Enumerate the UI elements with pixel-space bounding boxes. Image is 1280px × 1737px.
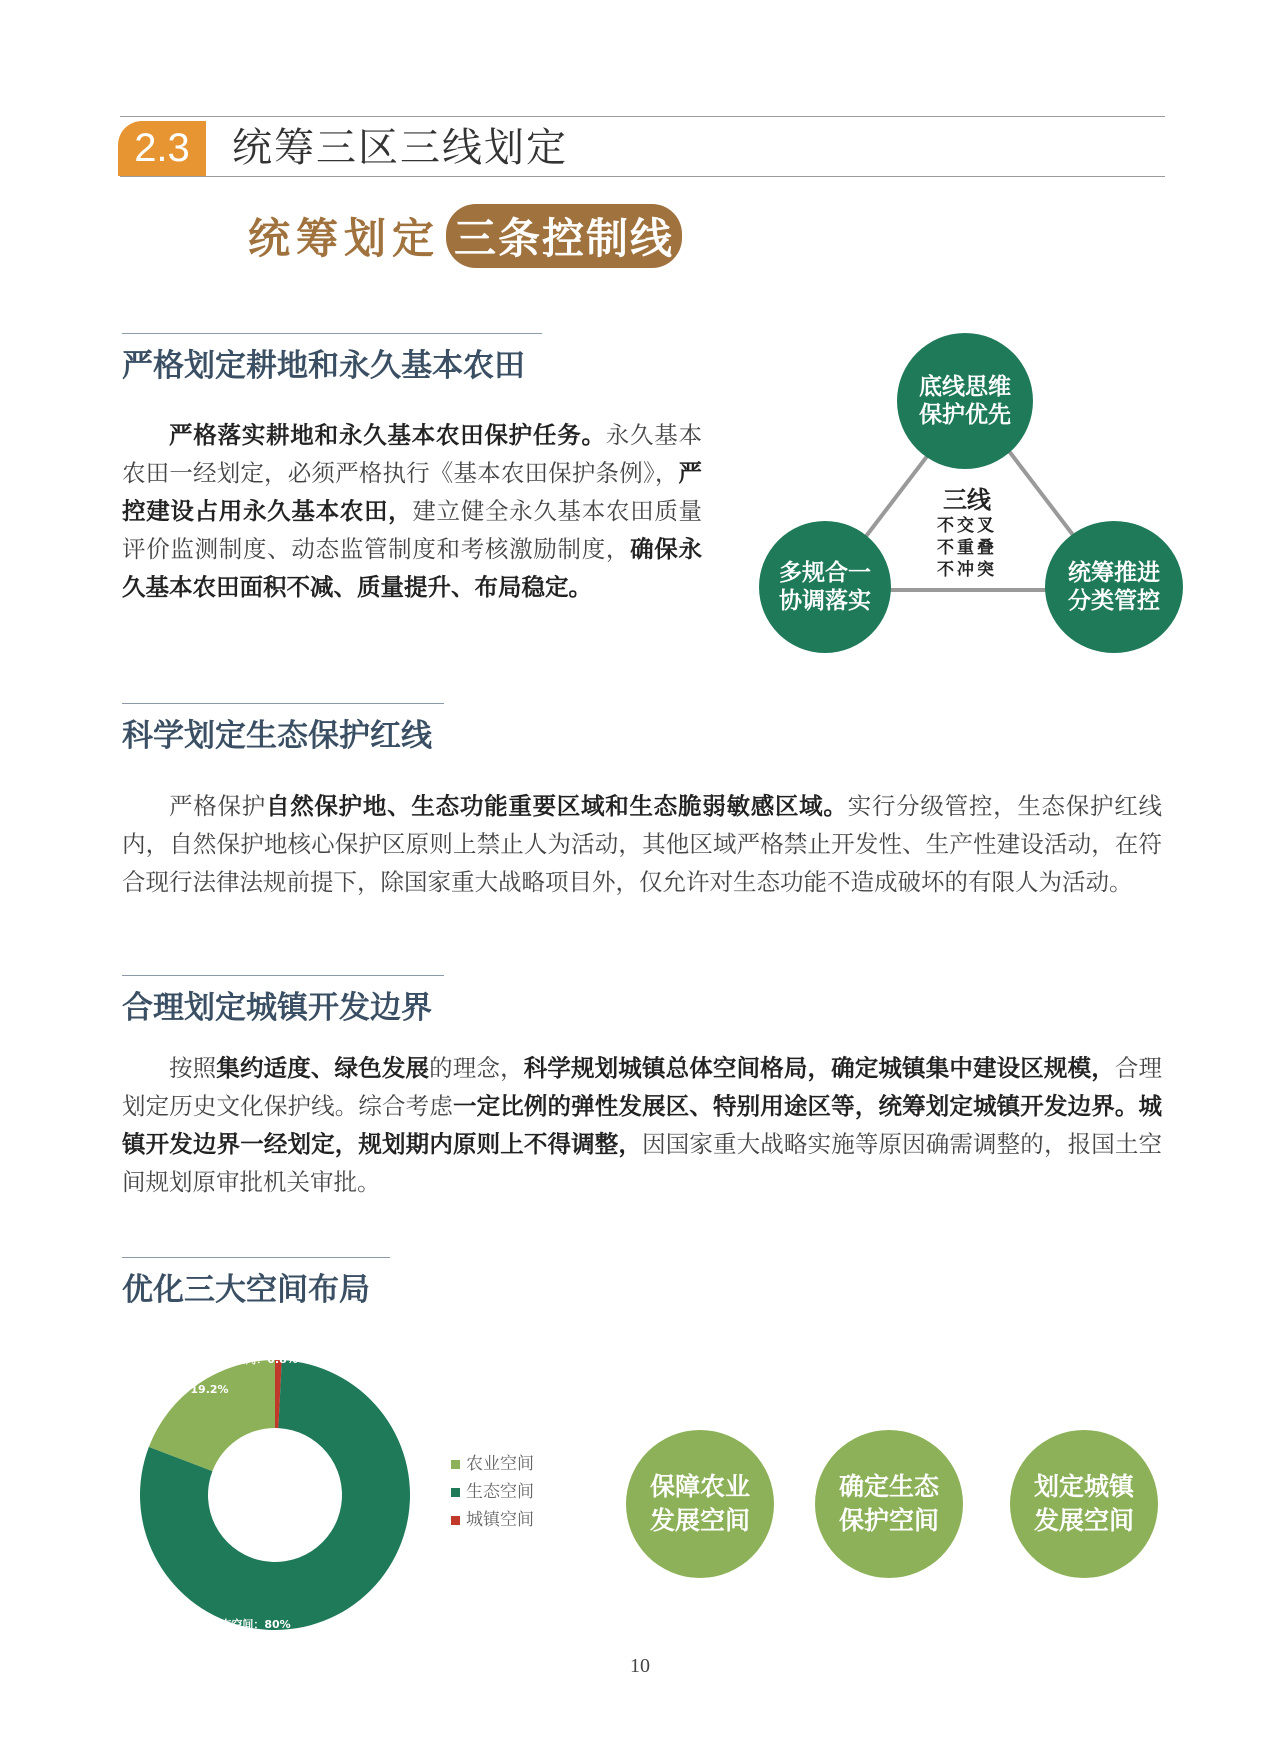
section2-rule — [122, 703, 444, 704]
legend-label-2: 城镇空间 — [466, 1510, 534, 1530]
left-line2: 协调落实 — [779, 588, 871, 614]
section2-title: 科学划定生态保护红线 — [122, 718, 432, 754]
section3-rule — [122, 975, 444, 976]
banner — [248, 206, 682, 266]
s3-bold3: 一定比例的弹性发展区、特别用途区等，统筹划定城镇开发边界。城镇开发边界一经划定，规划期内原则上不得调整， — [122, 1092, 1162, 1158]
section2-paragraph — [122, 787, 1162, 901]
diagram-center-label — [920, 485, 1014, 581]
s3-text4: 因国家重大战略实施等原因确需调整的，报国土空间规划原审批机关审批。 — [122, 1130, 1163, 1196]
section1-paragraph — [122, 416, 702, 606]
banner-prefix: 统筹划定 — [248, 214, 441, 263]
top-line1: 底线思维 — [919, 374, 1011, 400]
banner-highlight: 三条控制线 — [446, 204, 682, 268]
center-line3: 不冲突 — [937, 560, 997, 580]
section1-rule — [122, 333, 542, 334]
diagram-circle-left — [759, 521, 891, 653]
legend-swatch-2 — [451, 1516, 460, 1525]
chart-legend — [451, 1450, 534, 1534]
diagram-circle-right — [1045, 521, 1183, 653]
goal3-line2: 发展空间 — [1033, 1506, 1134, 1535]
legend-swatch-1 — [451, 1488, 460, 1497]
s2-text2: 实行分级管控，生态保护红线内，自然保护地核心保护区原则上禁止人为活动，其他区域严格禁止开发性、生产性建设活动，在符合现行法律法规前提下，除国家重大战略项目外，仅允许对生态功能不造成破坏的有限人为活动。 — [122, 792, 1163, 896]
goal2-line1: 确定生态 — [838, 1472, 939, 1501]
donut-chart — [110, 1330, 440, 1660]
s3-bold1: 集约适度、绿色发展 — [216, 1054, 430, 1082]
goal3-line1: 划定城镇 — [1033, 1472, 1134, 1501]
top-line2: 保护优先 — [919, 402, 1011, 428]
center-line2: 不重叠 — [937, 538, 997, 558]
page-number: 10 — [630, 1655, 650, 1677]
s1-text2: 建立健全永久基本农田质量评价监测制度、动态监管制度和考核激励制度， — [122, 497, 703, 563]
section3-title: 合理划定城镇开发边界 — [122, 990, 432, 1026]
goal-circle-ecology — [815, 1430, 963, 1578]
legend-item-2 — [451, 1506, 534, 1534]
goal1-line2: 发展空间 — [649, 1506, 750, 1535]
center-line1: 不交叉 — [937, 516, 997, 536]
section4-title: 优化三大空间布局 — [122, 1272, 370, 1308]
section4-rule — [122, 1257, 390, 1258]
s1-bold3: 确保永久基本农田面积不减、质量提升、布局稳定。 — [122, 535, 703, 601]
s3-text2: 的理念， — [429, 1054, 524, 1082]
legend-item-1 — [451, 1478, 534, 1506]
s3-bold2: 科学规划城镇总体空间格局，确定城镇集中建设区规模， — [523, 1054, 1115, 1082]
header-top-rule — [120, 116, 1165, 117]
section-number-badge: 2.3 — [118, 121, 206, 176]
section-title: 统筹三区三线划定 — [232, 125, 568, 171]
section1-title: 严格划定耕地和永久基本农田 — [122, 348, 525, 384]
s1-bold1: 严格落实耕地和永久基本农田保护任务。 — [169, 421, 606, 449]
s3-text1: 按照 — [169, 1054, 217, 1082]
legend-swatch-0 — [451, 1460, 460, 1469]
diagram-circle-top — [897, 333, 1033, 469]
legend-label-1: 生态空间 — [466, 1482, 534, 1502]
s3-text3: 合理划定历史文化保护线。综合考虑 — [122, 1054, 1163, 1120]
s2-bold1: 自然保护地、生态功能重要区域和生态脆弱敏感区域。 — [265, 792, 848, 820]
goal-circle-agriculture — [626, 1430, 774, 1578]
legend-item-0 — [451, 1450, 534, 1478]
left-line1: 多规合一 — [779, 560, 871, 586]
donut-data-label-0: 农业空间：19.2% — [135, 1383, 229, 1396]
right-line1: 统筹推进 — [1068, 560, 1160, 586]
goal1-line1: 保障农业 — [649, 1472, 750, 1501]
goal-circle-urban — [1010, 1430, 1158, 1578]
donut-data-label-2: 城镇空间：0.8% — [212, 1353, 298, 1366]
s2-text1: 严格保护 — [169, 792, 266, 820]
header-bottom-rule — [120, 176, 1165, 177]
s1-bold2: 严控建设占用永久基本农田， — [122, 459, 702, 525]
donut-data-label-1: 生态空间：80% — [209, 1618, 291, 1631]
right-line2: 分类管控 — [1068, 588, 1160, 614]
goal2-line2: 保护空间 — [838, 1506, 939, 1535]
legend-label-0: 农业空间 — [466, 1454, 534, 1474]
s1-text1: 永久基本农田一经划定，必须严格执行《基本农田保护条例》， — [122, 421, 703, 487]
center-title: 三线 — [943, 486, 991, 514]
section3-paragraph — [122, 1049, 1162, 1201]
